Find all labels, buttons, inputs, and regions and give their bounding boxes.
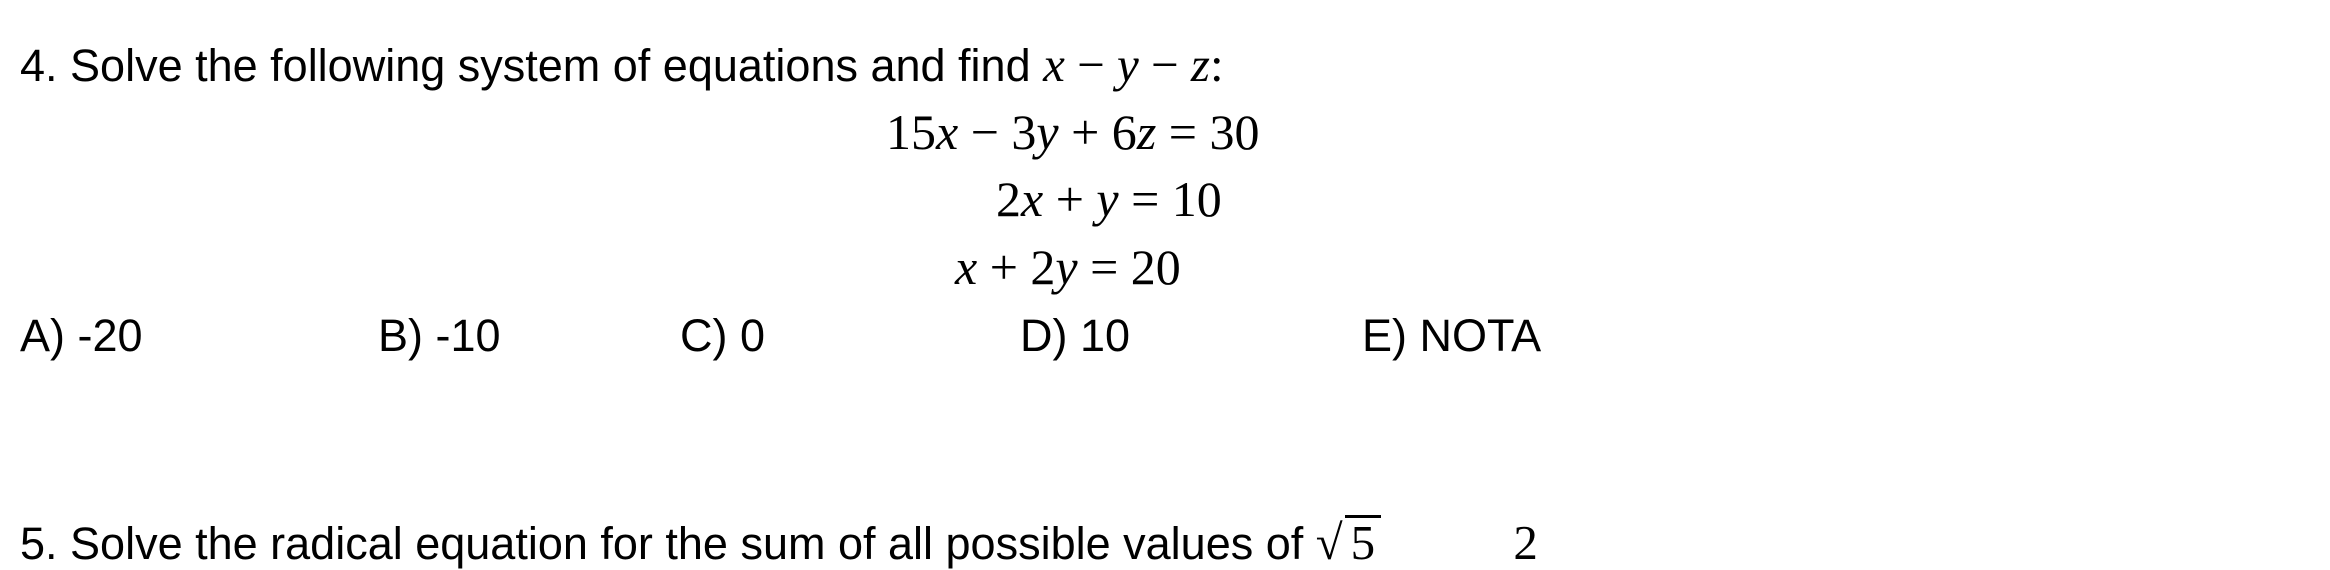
equation-variable: y (1055, 239, 1078, 295)
target-var-x: x (1043, 37, 1065, 92)
question-4-text: 4. Solve the following system of equations and find (20, 40, 1044, 91)
question-5-trailing: 2 (1513, 515, 1538, 570)
equation-variable: x (1021, 171, 1044, 227)
answer-choice-c: C) 0 (680, 310, 766, 361)
equation-1 (886, 104, 1260, 160)
equation-term: 2 (996, 171, 1021, 227)
target-expression (1043, 37, 1223, 92)
answer-choice-b: B) -10 (378, 310, 501, 361)
equation-2 (996, 171, 1222, 227)
equation-term: + (1043, 171, 1097, 227)
answer-choice-e: E) NOTA (1362, 310, 1542, 361)
radicand: 5 (1345, 515, 1382, 567)
question-5-stem (20, 515, 1538, 570)
equation-term: + 2 (977, 239, 1056, 295)
equation-term: + 6 (1058, 104, 1137, 160)
question-4-stem (20, 37, 1224, 92)
target-colon: : (1209, 37, 1224, 92)
target-var-z: z (1190, 37, 1210, 92)
target-op-1: − (1064, 37, 1118, 92)
equation-variable: x (955, 239, 978, 295)
equation-term: = 30 (1156, 104, 1260, 160)
question-5-text: 5. Solve the radical equation for the sum of all possible values of (20, 518, 1304, 569)
equation-variable: y (1036, 104, 1059, 160)
equation-variable: y (1096, 171, 1119, 227)
radical-expression (1316, 515, 1394, 570)
equation-3 (955, 239, 1181, 295)
equation-variable: x (936, 104, 959, 160)
answer-choice-a: A) -20 (20, 310, 143, 361)
equation-term: − 3 (958, 104, 1037, 160)
equation-term: = 10 (1118, 171, 1222, 227)
target-op-2: − (1138, 37, 1191, 92)
answer-choice-d: D) 10 (1020, 310, 1131, 361)
equation-variable: z (1136, 104, 1157, 160)
radical-sign: √ (1315, 515, 1343, 570)
target-var-y: y (1117, 37, 1139, 92)
equation-term: = 20 (1077, 239, 1181, 295)
equation-term: 15 (886, 104, 936, 160)
